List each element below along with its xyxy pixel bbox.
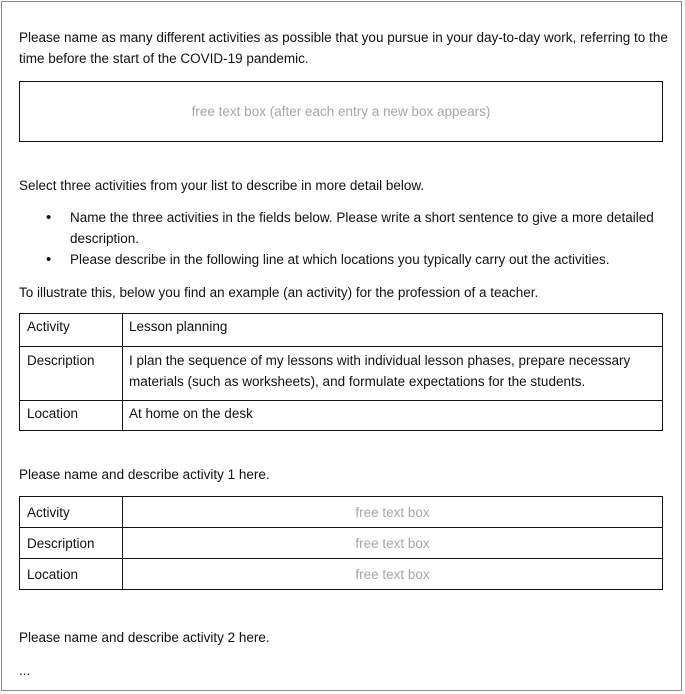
row-label: Location: [20, 559, 123, 590]
bullet-icon: •: [46, 209, 52, 226]
row-label: Description: [20, 347, 123, 401]
example-intro: To illustrate this, below you find an example (an activity) for the profession of a teacher.: [19, 285, 539, 300]
selection-instruction: Select three activities from your list to describe in more detail below.: [19, 178, 425, 193]
table-row: [20, 497, 663, 528]
bullet-text: Name the three activities in the fields below. Please write a short sentence to give a more detailed description.: [70, 210, 654, 246]
row-label: Activity: [20, 314, 123, 347]
example-table: [19, 313, 663, 431]
location-input[interactable]: free text box: [123, 559, 663, 590]
row-label: Activity: [20, 497, 123, 528]
instruction-bullet-list: [19, 207, 664, 270]
table-row: [20, 401, 663, 431]
intro-question: Please name as many different activities as possible that you pursue in your day-to-day work, referring to the time before the start of the COVID-19 pandemic.: [19, 30, 668, 66]
bullet-text: Please describe in the following line at which locations you typically carry out the activities.: [70, 252, 610, 267]
table-row: [20, 314, 663, 347]
activity1-heading: Please name and describe activity 1 here.: [19, 467, 270, 482]
description-input[interactable]: free text box: [123, 528, 663, 559]
row-label: Description: [20, 528, 123, 559]
activity-input[interactable]: free text box: [123, 497, 663, 528]
row-label: Location: [20, 401, 123, 431]
table-row: [20, 559, 663, 590]
activity1-table: [19, 496, 663, 590]
free-text-box-placeholder: free text box (after each entry a new box appears): [191, 104, 491, 119]
row-value: I plan the sequence of my lessons with individual lesson phases, prepare necessary materials (such as worksheets), and formulate expectations for the students.: [123, 347, 663, 401]
bullet-icon: •: [46, 251, 52, 268]
table-row: [20, 528, 663, 559]
row-value: At home on the desk: [123, 401, 663, 431]
row-value: Lesson planning: [123, 314, 663, 347]
table-row: [20, 347, 663, 401]
ellipsis: ...: [19, 663, 31, 678]
instruction-bullet: [19, 249, 664, 270]
activity2-heading: Please name and describe activity 2 here.: [19, 630, 270, 645]
instruction-bullet: [19, 207, 664, 249]
free-text-box[interactable]: [19, 81, 663, 142]
